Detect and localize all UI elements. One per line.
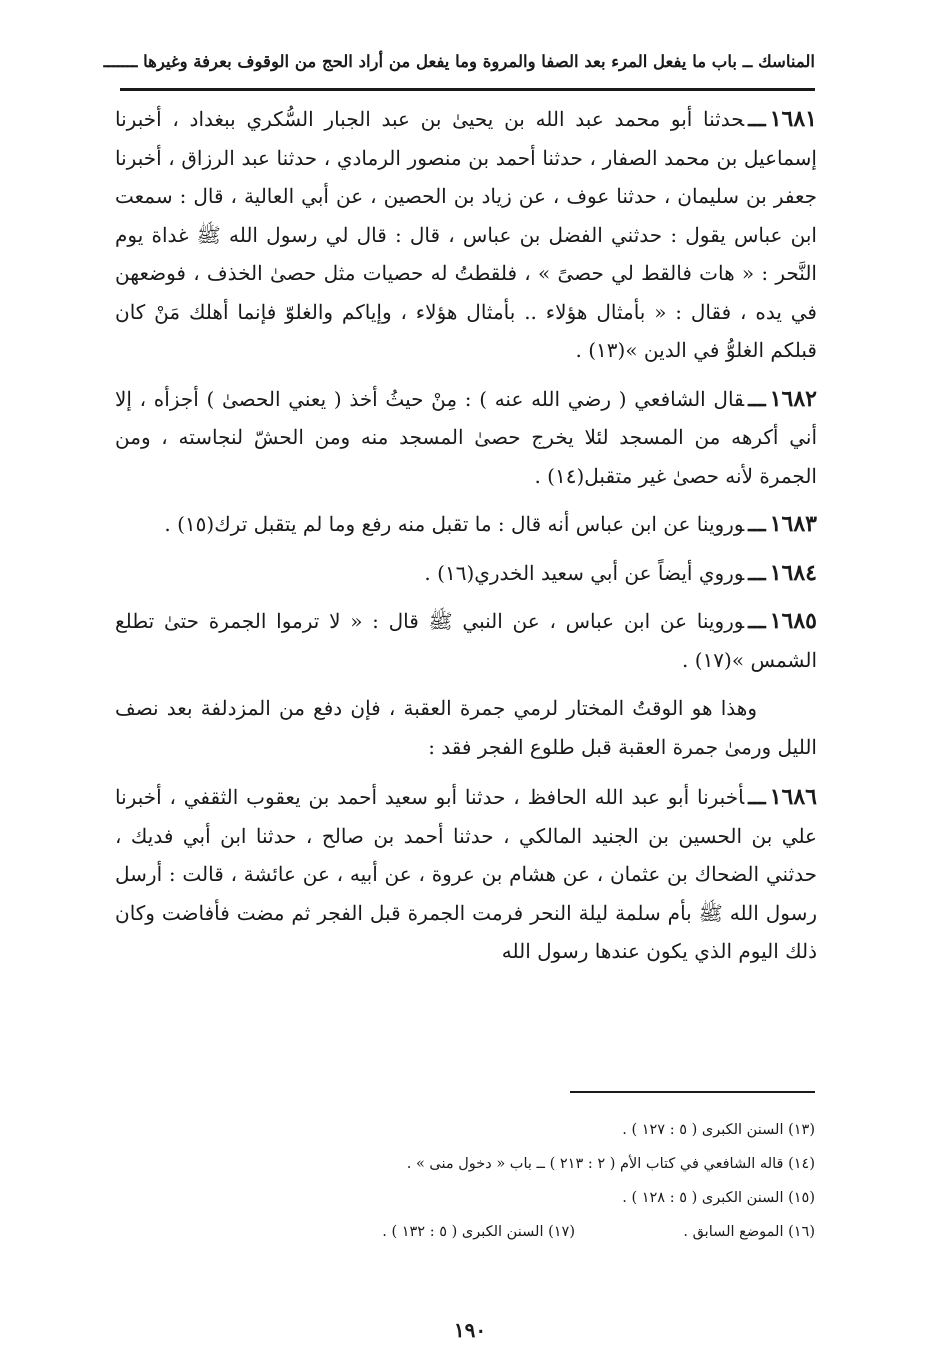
main-text [115,100,817,981]
entry-number: ١٦٨٦ [769,784,817,810]
entry-text: وروينا عن ابن عباس ، عن النبي ﷺ قال : « لا ترموا الجمرة حتىٰ تطلع الشمس »(١٧) . [115,609,817,672]
entry-dash: ـــ [748,386,766,411]
entry-text: حدثنا أبو محمد عبد الله بن يحيىٰ بن عبد الجبار السُّكري ببغداد ، أخبرنا إسماعيل بن محمد الصفار ، حدثنا أحمد بن منصور الرمادي ، حدثنا عبد الرزاق ، أخبرنا جعفر بن سليمان ، حدثنا عوف ، عن زياد بن الحصين ، عن أبي العالية ، قال : سمعت ابن عباس يقول : حدثني الفضل بن عباس ، قال : قال لي رسول الله ﷺ غداة يوم النَّحر : « هات فالقط لي حصىً » ، فلقطتُ له حصيات مثل حصىٰ الخذف ، فوضعهن في يده ، فقال : « بأمثال هؤلاء .. بأمثال هؤلاء ، وإياكم والغلوّ فإنما أهلك مَنْ كان قبلكم الغلوُّ في الدين »(١٣) . [115,107,817,362]
footnote-16: (١٦) الموضع السابق . [683,1224,815,1240]
hadith-entry-1683 [115,505,817,544]
entry-dash: ـــ [748,609,766,633]
footnote-13: (١٣) السنن الكبرى ( ٥ : ١٢٧ ) . [622,1122,815,1138]
footnote-15: (١٥) السنن الكبرى ( ٥ : ١٢٨ ) . [622,1190,815,1206]
entry-number: ١٦٨٤ [769,559,817,586]
page-number: ١٩٠ [453,1318,487,1342]
commentary-paragraph: وهذا هو الوقتُ المختار لرمي جمرة العقبة ، فإن دفع من المزدلفة بعد نصف الليل ورمىٰ جمرة العقبة قبل طلوع الفجر فقد : [115,696,817,759]
hadith-entry-1685 [115,602,817,679]
hadith-entry-1682 [115,380,817,496]
entry-dash: ـــ [748,560,766,585]
footnote-rule [570,1091,815,1093]
header-rule [120,88,815,91]
entry-dash: ـــ [748,107,766,131]
entry-dash: ـــ [748,512,766,536]
hadith-entry-1681 [115,100,817,370]
entry-number: ١٦٨١ [769,106,817,132]
entry-number: ١٦٨٢ [769,385,817,412]
hadith-entry-1684 [115,554,817,593]
footnote-14: (١٤) قاله الشافعي في كتاب الأم ( ٢ : ٢١٣ ) ــ باب « دخول منى » . [406,1156,815,1172]
entry-text: أخبرنا أبو عبد الله الحافظ ، حدثنا أبو سعيد أحمد بن يعقوب الثقفي ، أخبرنا علي بن الحسين بن الجنيد المالكي ، حدثنا أحمد بن صالح ، حدثنا ابن أبي فديك ، حدثني الضحاك بن عثمان ، عن هشام بن عروة ، عن أبيه ، عن عائشة ، قالت : أرسل رسول الله ﷺ بأم سلمة ليلة النحر فرمت الجمرة قبل الفجر ثم مضت فأفاضت وكان ذلك اليوم الذي يكون عندها رسول الله [115,785,818,963]
entry-text: وروي أيضاً عن أبي سعيد الخدري(١٦) . [424,560,745,585]
entry-text: قال الشافعي ( رضي الله عنه ) : مِنْ حيثُ أخذ ( يعني الحصىٰ ) أجزأه ، إلا أني أكرهه من المسجد لئلا يخرج حصىٰ المسجد منه ومن الحشّ لنجاسته ، ومن الجمرة لأنه حصىٰ غير متقبل(١٤) . [115,386,817,488]
entry-number: ١٦٨٣ [769,511,817,537]
entry-dash: ـــ [748,785,766,809]
running-header: المناسك ــ باب ما يفعل المرء بعد الصفا والمروة وما يفعل من أراد الحج من الوقوف بعرفة وغيرها ـــــــ [103,52,815,71]
entry-number: ١٦٨٥ [769,608,817,634]
hadith-entry-1686 [115,778,817,971]
footnote-17: (١٧) السنن الكبرى ( ٥ : ١٣٢ ) . [382,1224,575,1240]
entry-text: وروينا عن ابن عباس أنه قال : ما تقبل منه رفع وما لم يتقبل ترك(١٥) . [164,512,745,536]
